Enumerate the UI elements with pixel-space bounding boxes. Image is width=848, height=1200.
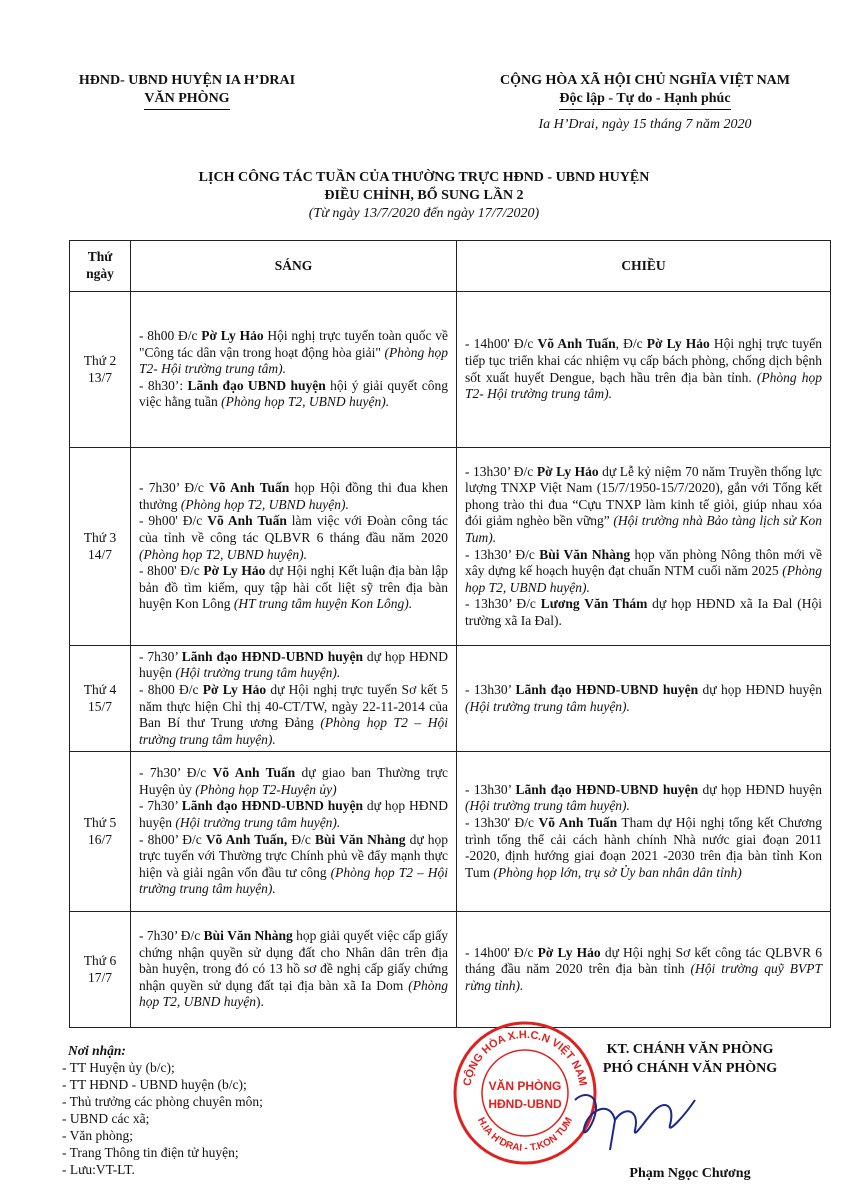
entry-text: họp văn phòng Nông thôn mới về xây dựng kế hoạch huyện đạt chuẩn NTM cuối năm 2025: [465, 546, 823, 579]
entry-text: dự Hội nghị Sơ kết công tác QLBVR 6 tháng đầu năm 2020 trên địa bàn tỉnh: [465, 944, 823, 977]
recipient-item: - Trang Thông tin điện tử huyện;: [62, 1145, 239, 1160]
entry-text: - 14h00' Đ/c: [465, 944, 538, 960]
schedule-entry: [139, 682, 448, 748]
handwritten-signature: [555, 1080, 715, 1160]
afternoon-cell: [457, 752, 831, 912]
person-name: Pờ Ly Hảo: [201, 328, 264, 344]
schedule-entry: [139, 765, 448, 798]
day-label: Thứ 6: [83, 952, 117, 968]
table-row: [70, 646, 831, 752]
morning-cell: [131, 912, 457, 1028]
entry-text: - 8h30’:: [139, 377, 188, 393]
person-name: Lãnh đạo UBND huyện: [187, 377, 326, 393]
location-text: (Phòng họp T2- Hội trường trung tâm).: [139, 344, 448, 377]
location-text: (Phòng họp T2-Huyện ủy): [195, 781, 337, 797]
entry-text: họp Hội đồng thi đua khen thưởng: [139, 480, 448, 512]
location-text: (Phòng họp T2 – Hội trường trung tâm huyện).: [139, 864, 448, 897]
entry-text: - 13h30’ Đ/c: [465, 463, 537, 479]
location-text: (Hội trường trung tâm huyện).: [175, 814, 341, 830]
day-cell: [70, 292, 131, 448]
person-name: Bùi Văn Nhàng: [314, 831, 406, 847]
entry-text: dự họp trực tuyến với Thường trực Chính phủ về đẩy mạnh thực hiện và giải ngân vốn đầu tư công: [139, 831, 448, 880]
schedule-entry: [139, 328, 448, 378]
location-text: (Hội trường quỹ BVPT rừng tỉnh).: [465, 961, 823, 993]
entry-text: dự Hội nghị trực tuyến Sơ kết 5 năm thực hiện Chỉ thị 40-CT/TW, ngày 22-11-2014 của Ban Bí thư Trung ương Đảng: [139, 681, 448, 731]
schedule-entry: [465, 547, 822, 597]
organization-header: [62, 72, 312, 110]
signature-title-1: KT. CHÁNH VĂN PHÒNG: [606, 1042, 774, 1057]
recipient-item: - TT Huyện ủy (b/c);: [62, 1060, 175, 1075]
schedule-entry: [465, 596, 822, 629]
person-name: Lãnh đạo HĐND-UBND huyện: [515, 781, 699, 797]
entry-text: , Đ/c: [615, 336, 647, 352]
entry-text: dự Hội nghị Kết luận địa bàn lập bản đồ tìm kiếm, quy tập hài cốt liệt sỹ trên địa bàn huyện Kon Lông: [139, 563, 449, 612]
recipient-item: - TT HĐND - UBND huyện (b/c);: [62, 1077, 247, 1092]
stamp-center-line2: HĐND-UBND: [488, 1097, 562, 1111]
entry-text: Hội nghị trực tuyến toàn quốc về "Công tác dân vận trong hoạt động hòa giải": [139, 328, 448, 360]
entry-text: dự họp HĐND xã Ia Đal (Hội trường xã Ia Đal).: [465, 596, 823, 628]
morning-cell: [131, 646, 457, 752]
entry-text: dự họp HĐND huyện: [698, 781, 822, 797]
person-name: Lãnh đạo HĐND-UBND huyện: [181, 648, 363, 664]
entry-text: Đ/c: [291, 831, 315, 847]
entry-text: Tham dự Hội nghị tổng kết Chương trình tổng thể cải cách hành chính Nhà nước giai đoạn 2011 -2020, định hướng giai đoạn 2021 -2030 trên địa bàn tỉnh Kon Tum: [465, 814, 822, 880]
schedule-entry: [465, 782, 822, 815]
stamp-center-line1: VĂN PHÒNG: [488, 1079, 562, 1093]
recipient-item: - UBND các xã;: [62, 1111, 150, 1126]
day-date: 13/7: [87, 369, 112, 385]
entry-text: - 13h30’ Đ/c: [465, 546, 540, 562]
schedule-entry: [139, 649, 448, 682]
schedule-entry: [465, 945, 822, 995]
column-header-day: [70, 241, 131, 292]
entry-text: - 9h00' Đ/c: [139, 513, 208, 529]
schedule-entry: [139, 563, 448, 613]
recipients-block: [62, 1042, 422, 1178]
entry-text: dự giao ban Thường trực Huyện ủy: [139, 765, 449, 797]
org-department: VĂN PHÒNG: [144, 90, 229, 110]
signature-title-2: PHÓ CHÁNH VĂN PHÒNG: [602, 1061, 778, 1076]
entry-text: - 8h00’ Đ/c: [139, 831, 206, 847]
morning-cell: [131, 448, 457, 646]
entry-text: - 8h00 Đ/c: [139, 681, 203, 697]
table-row: [70, 912, 831, 1028]
day-date: 14/7: [87, 546, 112, 562]
afternoon-cell: [457, 292, 831, 448]
column-header-day-line1: Thứ: [87, 249, 113, 265]
table-header-row: [70, 241, 831, 292]
entry-text: Hội nghị trực tuyến tiếp tục triển khai các nhiệm vụ cấp bách phòng, chống dịch bệnh sốt xuất huyết Dengue, bạch hầu trên địa bàn tỉnh.: [465, 336, 823, 385]
entry-text: - 13h30’: [465, 781, 516, 797]
location-text: (Phòng họp T2, UBND huyện).: [139, 546, 307, 562]
day-cell: [70, 752, 131, 912]
location-text: (HT trung tâm huyện Kon Lông).: [233, 596, 413, 612]
signature-block: [560, 1040, 820, 1078]
schedule-entry: [139, 928, 448, 1011]
day-label: Thứ 4: [83, 681, 117, 697]
day-date: 17/7: [87, 969, 112, 985]
location-text: (Hội trường nhà Bảo tàng lịch sử Kon Tum).: [465, 513, 822, 545]
person-name: Võ Anh Tuấn: [209, 480, 290, 496]
location-text: (Phòng họp T2, UBND huyện: [139, 977, 448, 1010]
location-text: (Hội trường trung tâm huyện).: [175, 665, 341, 681]
entry-text: dự họp HĐND huyện: [139, 798, 448, 830]
person-name: Lãnh đạo HĐND-UBND huyện: [515, 681, 699, 697]
stamp-ring-bottom: H.IA H’DRAI - T.KON TUM: [474, 1115, 576, 1155]
date-range: (Từ ngày 13/7/2020 đến ngày 17/7/2020): [308, 206, 540, 221]
location-text: (Phòng họp lớn, trụ sở Ủy ban nhân dân tỉnh): [493, 864, 742, 880]
recipient-item: - Văn phòng;: [62, 1128, 133, 1143]
entry-text: - 13h30’: [465, 681, 516, 697]
recipients-heading: Nơi nhận:: [68, 1043, 126, 1058]
schedule-entry: [465, 336, 822, 402]
person-name: Võ Anh Tuấn: [537, 336, 616, 352]
recipient-item: - Lưu:VT-LT.: [62, 1162, 135, 1177]
location-text: (Phòng họp T2- Hội trường trung tâm).: [465, 369, 822, 402]
afternoon-cell: [457, 912, 831, 1028]
entry-text: - 7h30’: [139, 798, 182, 814]
person-name: Võ Anh Tuấn: [207, 513, 287, 529]
column-header-morning: SÁNG: [131, 241, 457, 292]
afternoon-cell: [457, 646, 831, 752]
person-name: Võ Anh Tuấn,: [205, 831, 292, 847]
schedule-entry: [465, 682, 822, 715]
recipient-item: - Thủ trưởng các phòng chuyên môn;: [62, 1094, 263, 1109]
person-name: Pờ Ly Hảo: [537, 944, 601, 960]
entry-text: - 8h00' Đ/c: [139, 563, 204, 579]
entry-text: dự họp HĐND huyện: [139, 648, 448, 681]
entry-text: dự họp HĐND huyện: [698, 681, 822, 697]
entry-text: - 7h30’: [139, 648, 182, 664]
day-label: Thứ 3: [83, 529, 117, 545]
day-label: Thứ 2: [83, 352, 117, 368]
nation-motto: Độc lập - Tự do - Hạnh phúc: [559, 90, 730, 110]
person-name: Võ Anh Tuấn: [212, 765, 296, 781]
person-name: Pờ Ly Hảo: [646, 336, 710, 352]
column-header-day-line2: ngày: [86, 266, 114, 281]
entry-text: - 8h00 Đ/c: [139, 328, 202, 344]
morning-cell: [131, 292, 457, 448]
schedule-entry: [465, 464, 822, 547]
schedule-entry: [139, 798, 448, 831]
person-name: Bùi Văn Nhàng: [203, 928, 293, 944]
schedule-entry: [139, 513, 448, 563]
morning-cell: [131, 752, 457, 912]
person-name: Pờ Ly Hảo: [202, 681, 267, 697]
day-cell: [70, 646, 131, 752]
stamp-ring-text: CỘNG HÒA X.H.C.N VIỆT NAM: [461, 1028, 589, 1088]
entry-text: ).: [256, 994, 264, 1010]
day-date: 15/7: [87, 698, 112, 714]
schedule-table: [69, 240, 831, 1028]
day-cell: [70, 448, 131, 646]
table-row: [70, 448, 831, 646]
table-row: [70, 292, 831, 448]
person-name: Lãnh đạo HĐND-UBND huyện: [181, 798, 363, 814]
table-row: [70, 752, 831, 912]
location-text: (Phòng họp T2, UBND huyện).: [180, 496, 349, 512]
day-date: 16/7: [87, 831, 112, 847]
person-name: Pờ Ly Hảo: [536, 463, 599, 479]
person-name: Bùi Văn Nhàng: [539, 546, 631, 562]
entry-text: - 7h30’ Đ/c: [139, 928, 204, 944]
entry-text: dự Lễ kỷ niệm 70 năm Truyền thống lực lượng TNXP Việt Nam (15/7/1950-15/7/2020), gắn với Tổng kết phong trào thi đua “Cựu TNXP làm kinh tế giỏi, giúp nhau xóa đói giảm nghèo bền vững”: [465, 463, 823, 529]
schedule-entry: [139, 378, 448, 411]
entry-text: làm việc với Đoàn công tác của tỉnh về công tác QLBVR 6 tháng đầu năm 2020: [139, 513, 449, 545]
day-cell: [70, 912, 131, 1028]
schedule-entry: [139, 480, 448, 513]
entry-text: - 7h30’ Đ/c: [139, 765, 213, 781]
signer-name: Phạm Ngọc Chương: [629, 1166, 751, 1181]
schedule-entry: [139, 832, 448, 898]
entry-text: - 14h00' Đ/c: [465, 336, 538, 352]
document-title: LỊCH CÔNG TÁC TUẦN CỦA THƯỜNG TRỰC HĐND - UBND HUYỆN: [198, 170, 650, 185]
location-text: (Phòng họp T2 – Hội trường trung tâm huyện).: [139, 715, 449, 747]
entry-text: họp giải quyết việc cấp giấy chứng nhận quyền sử dụng đất cho Nhân dân trên địa bàn huyện, trong đó có 13 hồ sơ đề nghị cấp giấy chứng nhận quyền sử dụng đất tại địa bàn xã Ia Dom: [139, 928, 449, 993]
location-text: (Phòng họp T2, UBND huyện).: [465, 563, 822, 595]
document-date: Ia H’Drai, ngày 15 tháng 7 năm 2020: [538, 117, 752, 132]
document-subtitle: ĐIỀU CHỈNH, BỔ SUNG LẦN 2: [324, 188, 524, 203]
person-name: Võ Anh Tuấn: [538, 814, 618, 830]
afternoon-cell: [457, 448, 831, 646]
column-header-afternoon: CHIỀU: [457, 241, 831, 292]
person-name: Pờ Ly Hảo: [203, 563, 266, 579]
location-text: (Hội trường trung tâm huyện).: [465, 698, 630, 714]
entry-text: - 13h30’ Đ/c: [465, 596, 541, 612]
schedule-entry: [465, 815, 822, 881]
nation-name: CỘNG HÒA XÃ HỘI CHỦ NGHĨA VIỆT NAM: [499, 73, 790, 88]
entry-text: - 7h30’ Đ/c: [139, 480, 210, 496]
national-header: [470, 72, 820, 110]
entry-text: hội ý giải quyết công việc hằng tuần: [139, 377, 448, 410]
person-name: Lương Văn Thám: [540, 596, 648, 612]
org-name: HĐND- UBND HUYỆN IA H’DRAI: [78, 73, 296, 88]
day-label: Thứ 5: [83, 814, 117, 830]
location-text: (Phòng họp T2, UBND huyện).: [221, 394, 390, 410]
entry-text: - 13h30' Đ/c: [465, 814, 539, 830]
location-text: (Hội trường trung tâm huyện).: [465, 798, 630, 814]
